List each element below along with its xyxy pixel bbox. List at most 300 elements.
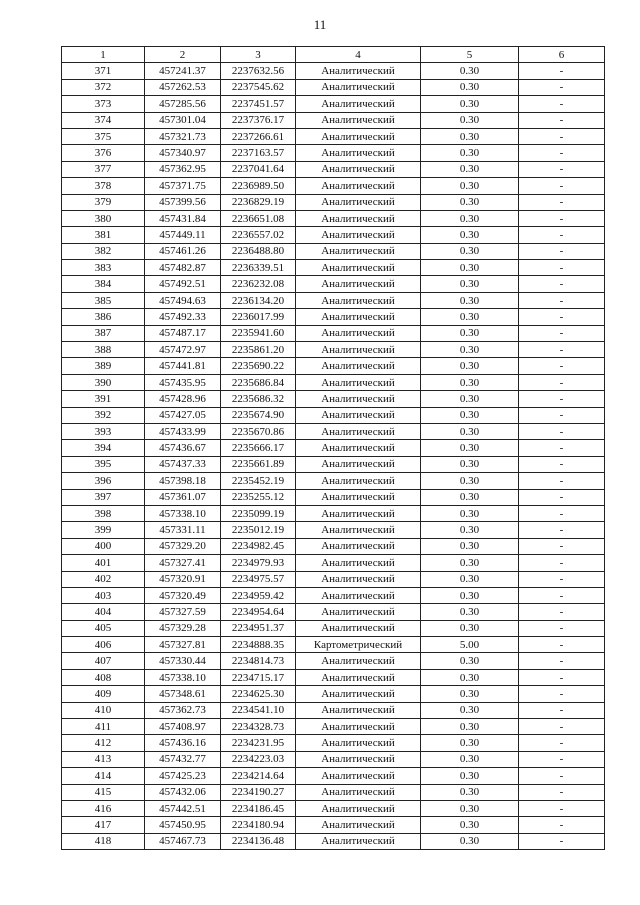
y-coordinate-cell: 2237041.64 <box>221 161 296 177</box>
note-cell: - <box>519 407 605 423</box>
point-number-cell: 396 <box>62 473 145 489</box>
accuracy-cell: 0.30 <box>421 669 519 685</box>
table-row <box>62 702 605 718</box>
accuracy-cell: 0.30 <box>421 79 519 95</box>
accuracy-cell: 0.30 <box>421 817 519 833</box>
point-number-cell: 408 <box>62 669 145 685</box>
note-cell: - <box>519 79 605 95</box>
x-coordinate-cell: 457461.26 <box>145 243 221 259</box>
method-cell: Аналитический <box>296 276 421 292</box>
y-coordinate-cell: 2234715.17 <box>221 669 296 685</box>
method-cell: Аналитический <box>296 128 421 144</box>
point-number-cell: 384 <box>62 276 145 292</box>
method-cell: Аналитический <box>296 112 421 128</box>
table-row <box>62 423 605 439</box>
y-coordinate-cell: 2234541.10 <box>221 702 296 718</box>
method-cell: Картометрический <box>296 637 421 653</box>
x-coordinate-cell: 457301.04 <box>145 112 221 128</box>
method-cell: Аналитический <box>296 374 421 390</box>
y-coordinate-cell: 2237451.57 <box>221 96 296 112</box>
x-coordinate-cell: 457348.61 <box>145 686 221 702</box>
note-cell: - <box>519 178 605 194</box>
method-cell: Аналитический <box>296 161 421 177</box>
accuracy-cell: 0.30 <box>421 342 519 358</box>
x-coordinate-cell: 457327.59 <box>145 604 221 620</box>
note-cell: - <box>519 112 605 128</box>
y-coordinate-cell: 2234979.93 <box>221 555 296 571</box>
note-cell: - <box>519 210 605 226</box>
method-cell: Аналитический <box>296 473 421 489</box>
method-cell: Аналитический <box>296 325 421 341</box>
y-coordinate-cell: 2234136.48 <box>221 833 296 849</box>
y-coordinate-cell: 2234975.57 <box>221 571 296 587</box>
x-coordinate-cell: 457362.73 <box>145 702 221 718</box>
column-header-4: 4 <box>296 47 421 63</box>
table-row <box>62 768 605 784</box>
y-coordinate-cell: 2235666.17 <box>221 440 296 456</box>
accuracy-cell: 0.30 <box>421 260 519 276</box>
accuracy-cell: 0.30 <box>421 276 519 292</box>
method-cell: Аналитический <box>296 309 421 325</box>
accuracy-cell: 0.30 <box>421 63 519 79</box>
note-cell: - <box>519 768 605 784</box>
note-cell: - <box>519 423 605 439</box>
point-number-cell: 412 <box>62 735 145 751</box>
accuracy-cell: 0.30 <box>421 473 519 489</box>
method-cell: Аналитический <box>296 833 421 849</box>
method-cell: Аналитический <box>296 63 421 79</box>
table-row <box>62 79 605 95</box>
note-cell: - <box>519 358 605 374</box>
point-number-cell: 407 <box>62 653 145 669</box>
table-row <box>62 800 605 816</box>
accuracy-cell: 0.30 <box>421 555 519 571</box>
x-coordinate-cell: 457331.11 <box>145 522 221 538</box>
x-coordinate-cell: 457371.75 <box>145 178 221 194</box>
note-cell: - <box>519 751 605 767</box>
column-header-6: 6 <box>519 47 605 63</box>
method-cell: Аналитический <box>296 571 421 587</box>
table-row <box>62 194 605 210</box>
x-coordinate-cell: 457320.49 <box>145 587 221 603</box>
point-number-cell: 397 <box>62 489 145 505</box>
y-coordinate-cell: 2237376.17 <box>221 112 296 128</box>
table-row <box>62 210 605 226</box>
table-header <box>62 47 605 63</box>
point-number-cell: 387 <box>62 325 145 341</box>
method-cell: Аналитический <box>296 620 421 636</box>
table-row <box>62 522 605 538</box>
accuracy-cell: 0.30 <box>421 194 519 210</box>
x-coordinate-cell: 457435.95 <box>145 374 221 390</box>
y-coordinate-cell: 2236017.99 <box>221 309 296 325</box>
note-cell: - <box>519 587 605 603</box>
y-coordinate-cell: 2235690.22 <box>221 358 296 374</box>
note-cell: - <box>519 784 605 800</box>
accuracy-cell: 0.30 <box>421 505 519 521</box>
note-cell: - <box>519 456 605 472</box>
method-cell: Аналитический <box>296 505 421 521</box>
method-cell: Аналитический <box>296 702 421 718</box>
y-coordinate-cell: 2234888.35 <box>221 637 296 653</box>
note-cell: - <box>519 96 605 112</box>
note-cell: - <box>519 473 605 489</box>
table-row <box>62 456 605 472</box>
x-coordinate-cell: 457361.07 <box>145 489 221 505</box>
accuracy-cell: 0.30 <box>421 768 519 784</box>
table-row <box>62 505 605 521</box>
y-coordinate-cell: 2236232.08 <box>221 276 296 292</box>
y-coordinate-cell: 2234951.37 <box>221 620 296 636</box>
note-cell: - <box>519 735 605 751</box>
point-number-cell: 386 <box>62 309 145 325</box>
point-number-cell: 403 <box>62 587 145 603</box>
point-number-cell: 376 <box>62 145 145 161</box>
method-cell: Аналитический <box>296 96 421 112</box>
note-cell: - <box>519 686 605 702</box>
method-cell: Аналитический <box>296 669 421 685</box>
point-number-cell: 398 <box>62 505 145 521</box>
accuracy-cell: 0.30 <box>421 538 519 554</box>
point-number-cell: 416 <box>62 800 145 816</box>
method-cell: Аналитический <box>296 719 421 735</box>
accuracy-cell: 0.30 <box>421 161 519 177</box>
accuracy-cell: 0.30 <box>421 145 519 161</box>
x-coordinate-cell: 457428.96 <box>145 391 221 407</box>
method-cell: Аналитический <box>296 243 421 259</box>
y-coordinate-cell: 2234625.30 <box>221 686 296 702</box>
point-number-cell: 418 <box>62 833 145 849</box>
note-cell: - <box>519 489 605 505</box>
y-coordinate-cell: 2235861.20 <box>221 342 296 358</box>
x-coordinate-cell: 457321.73 <box>145 128 221 144</box>
method-cell: Аналитический <box>296 210 421 226</box>
note-cell: - <box>519 276 605 292</box>
point-number-cell: 373 <box>62 96 145 112</box>
note-cell: - <box>519 653 605 669</box>
point-number-cell: 411 <box>62 719 145 735</box>
point-number-cell: 402 <box>62 571 145 587</box>
point-number-cell: 414 <box>62 768 145 784</box>
header-row <box>62 47 605 63</box>
note-cell: - <box>519 194 605 210</box>
table-row <box>62 96 605 112</box>
method-cell: Аналитический <box>296 555 421 571</box>
table-row <box>62 571 605 587</box>
method-cell: Аналитический <box>296 587 421 603</box>
accuracy-cell: 0.30 <box>421 735 519 751</box>
method-cell: Аналитический <box>296 768 421 784</box>
point-number-cell: 382 <box>62 243 145 259</box>
accuracy-cell: 0.30 <box>421 751 519 767</box>
x-coordinate-cell: 457338.10 <box>145 505 221 521</box>
x-coordinate-cell: 457327.81 <box>145 637 221 653</box>
method-cell: Аналитический <box>296 227 421 243</box>
method-cell: Аналитический <box>296 751 421 767</box>
column-header-3: 3 <box>221 47 296 63</box>
accuracy-cell: 0.30 <box>421 325 519 341</box>
note-cell: - <box>519 161 605 177</box>
accuracy-cell: 0.30 <box>421 391 519 407</box>
x-coordinate-cell: 457492.33 <box>145 309 221 325</box>
method-cell: Аналитический <box>296 522 421 538</box>
note-cell: - <box>519 63 605 79</box>
table-row <box>62 178 605 194</box>
accuracy-cell: 0.30 <box>421 374 519 390</box>
table-row <box>62 587 605 603</box>
table-row <box>62 473 605 489</box>
x-coordinate-cell: 457398.18 <box>145 473 221 489</box>
method-cell: Аналитический <box>296 489 421 505</box>
table-row <box>62 686 605 702</box>
point-number-cell: 380 <box>62 210 145 226</box>
point-number-cell: 410 <box>62 702 145 718</box>
x-coordinate-cell: 457472.97 <box>145 342 221 358</box>
point-number-cell: 385 <box>62 292 145 308</box>
table-row <box>62 112 605 128</box>
table-row <box>62 260 605 276</box>
point-number-cell: 399 <box>62 522 145 538</box>
y-coordinate-cell: 2234231.95 <box>221 735 296 751</box>
point-number-cell: 400 <box>62 538 145 554</box>
accuracy-cell: 0.30 <box>421 178 519 194</box>
note-cell: - <box>519 374 605 390</box>
accuracy-cell: 0.30 <box>421 522 519 538</box>
point-number-cell: 401 <box>62 555 145 571</box>
y-coordinate-cell: 2236339.51 <box>221 260 296 276</box>
table-row <box>62 63 605 79</box>
point-number-cell: 404 <box>62 604 145 620</box>
point-number-cell: 406 <box>62 637 145 653</box>
accuracy-cell: 0.30 <box>421 653 519 669</box>
method-cell: Аналитический <box>296 260 421 276</box>
note-cell: - <box>519 309 605 325</box>
accuracy-cell: 0.30 <box>421 489 519 505</box>
table-row <box>62 620 605 636</box>
y-coordinate-cell: 2236651.08 <box>221 210 296 226</box>
note-cell: - <box>519 440 605 456</box>
point-number-cell: 415 <box>62 784 145 800</box>
y-coordinate-cell: 2237163.57 <box>221 145 296 161</box>
table-row <box>62 719 605 735</box>
y-coordinate-cell: 2235661.89 <box>221 456 296 472</box>
x-coordinate-cell: 457338.10 <box>145 669 221 685</box>
method-cell: Аналитический <box>296 784 421 800</box>
accuracy-cell: 0.30 <box>421 719 519 735</box>
method-cell: Аналитический <box>296 178 421 194</box>
note-cell: - <box>519 538 605 554</box>
accuracy-cell: 0.30 <box>421 800 519 816</box>
note-cell: - <box>519 505 605 521</box>
note-cell: - <box>519 817 605 833</box>
point-number-cell: 375 <box>62 128 145 144</box>
table-row <box>62 342 605 358</box>
note-cell: - <box>519 292 605 308</box>
table-row <box>62 391 605 407</box>
x-coordinate-cell: 457436.67 <box>145 440 221 456</box>
x-coordinate-cell: 457449.11 <box>145 227 221 243</box>
coordinates-table <box>61 46 605 850</box>
method-cell: Аналитический <box>296 292 421 308</box>
y-coordinate-cell: 2235099.19 <box>221 505 296 521</box>
point-number-cell: 390 <box>62 374 145 390</box>
table-row <box>62 538 605 554</box>
y-coordinate-cell: 2235012.19 <box>221 522 296 538</box>
table-row <box>62 374 605 390</box>
point-number-cell: 371 <box>62 63 145 79</box>
y-coordinate-cell: 2234214.64 <box>221 768 296 784</box>
method-cell: Аналитический <box>296 604 421 620</box>
point-number-cell: 388 <box>62 342 145 358</box>
note-cell: - <box>519 145 605 161</box>
page-number: 11 <box>313 17 327 32</box>
x-coordinate-cell: 457482.87 <box>145 260 221 276</box>
table-row <box>62 751 605 767</box>
table-row <box>62 407 605 423</box>
y-coordinate-cell: 2235941.60 <box>221 325 296 341</box>
y-coordinate-cell: 2237632.56 <box>221 63 296 79</box>
x-coordinate-cell: 457433.99 <box>145 423 221 439</box>
point-number-cell: 409 <box>62 686 145 702</box>
x-coordinate-cell: 457362.95 <box>145 161 221 177</box>
x-coordinate-cell: 457487.17 <box>145 325 221 341</box>
accuracy-cell: 0.30 <box>421 309 519 325</box>
method-cell: Аналитический <box>296 456 421 472</box>
point-number-cell: 391 <box>62 391 145 407</box>
x-coordinate-cell: 457432.06 <box>145 784 221 800</box>
x-coordinate-cell: 457285.56 <box>145 96 221 112</box>
note-cell: - <box>519 555 605 571</box>
y-coordinate-cell: 2235452.19 <box>221 473 296 489</box>
accuracy-cell: 0.30 <box>421 686 519 702</box>
note-cell: - <box>519 833 605 849</box>
note-cell: - <box>519 260 605 276</box>
y-coordinate-cell: 2236989.50 <box>221 178 296 194</box>
x-coordinate-cell: 457241.37 <box>145 63 221 79</box>
table-row <box>62 243 605 259</box>
x-coordinate-cell: 457330.44 <box>145 653 221 669</box>
table-row <box>62 128 605 144</box>
method-cell: Аналитический <box>296 342 421 358</box>
point-number-cell: 379 <box>62 194 145 210</box>
y-coordinate-cell: 2234954.64 <box>221 604 296 620</box>
point-number-cell: 413 <box>62 751 145 767</box>
method-cell: Аналитический <box>296 538 421 554</box>
y-coordinate-cell: 2234180.94 <box>221 817 296 833</box>
y-coordinate-cell: 2234186.45 <box>221 800 296 816</box>
note-cell: - <box>519 702 605 718</box>
table-row <box>62 637 605 653</box>
x-coordinate-cell: 457399.56 <box>145 194 221 210</box>
point-number-cell: 378 <box>62 178 145 194</box>
x-coordinate-cell: 457441.81 <box>145 358 221 374</box>
note-cell: - <box>519 669 605 685</box>
y-coordinate-cell: 2236557.02 <box>221 227 296 243</box>
accuracy-cell: 0.30 <box>421 423 519 439</box>
accuracy-cell: 0.30 <box>421 833 519 849</box>
point-number-cell: 392 <box>62 407 145 423</box>
accuracy-cell: 0.30 <box>421 784 519 800</box>
note-cell: - <box>519 800 605 816</box>
table-row <box>62 440 605 456</box>
x-coordinate-cell: 457329.20 <box>145 538 221 554</box>
x-coordinate-cell: 457327.41 <box>145 555 221 571</box>
point-number-cell: 393 <box>62 423 145 439</box>
method-cell: Аналитический <box>296 653 421 669</box>
x-coordinate-cell: 457494.63 <box>145 292 221 308</box>
x-coordinate-cell: 457437.33 <box>145 456 221 472</box>
y-coordinate-cell: 2234328.73 <box>221 719 296 735</box>
point-number-cell: 383 <box>62 260 145 276</box>
x-coordinate-cell: 457450.95 <box>145 817 221 833</box>
x-coordinate-cell: 457262.53 <box>145 79 221 95</box>
accuracy-cell: 0.30 <box>421 440 519 456</box>
table-row <box>62 833 605 849</box>
table-row <box>62 292 605 308</box>
y-coordinate-cell: 2235674.90 <box>221 407 296 423</box>
table-body <box>62 63 605 850</box>
note-cell: - <box>519 637 605 653</box>
x-coordinate-cell: 457467.73 <box>145 833 221 849</box>
point-number-cell: 389 <box>62 358 145 374</box>
table-row <box>62 669 605 685</box>
point-number-cell: 372 <box>62 79 145 95</box>
point-number-cell: 405 <box>62 620 145 636</box>
table-row <box>62 604 605 620</box>
method-cell: Аналитический <box>296 79 421 95</box>
x-coordinate-cell: 457432.77 <box>145 751 221 767</box>
x-coordinate-cell: 457329.28 <box>145 620 221 636</box>
table-row <box>62 555 605 571</box>
method-cell: Аналитический <box>296 391 421 407</box>
x-coordinate-cell: 457492.51 <box>145 276 221 292</box>
y-coordinate-cell: 2234814.73 <box>221 653 296 669</box>
x-coordinate-cell: 457431.84 <box>145 210 221 226</box>
note-cell: - <box>519 522 605 538</box>
x-coordinate-cell: 457320.91 <box>145 571 221 587</box>
point-number-cell: 417 <box>62 817 145 833</box>
table-row <box>62 161 605 177</box>
table-row <box>62 489 605 505</box>
column-header-1: 1 <box>62 47 145 63</box>
table-row <box>62 817 605 833</box>
y-coordinate-cell: 2235686.32 <box>221 391 296 407</box>
note-cell: - <box>519 325 605 341</box>
point-number-cell: 395 <box>62 456 145 472</box>
table-row <box>62 735 605 751</box>
y-coordinate-cell: 2234223.03 <box>221 751 296 767</box>
y-coordinate-cell: 2236134.20 <box>221 292 296 308</box>
x-coordinate-cell: 457442.51 <box>145 800 221 816</box>
accuracy-cell: 0.30 <box>421 128 519 144</box>
note-cell: - <box>519 227 605 243</box>
accuracy-cell: 0.30 <box>421 358 519 374</box>
table-row <box>62 325 605 341</box>
accuracy-cell: 0.30 <box>421 571 519 587</box>
method-cell: Аналитический <box>296 358 421 374</box>
y-coordinate-cell: 2234982.45 <box>221 538 296 554</box>
accuracy-cell: 0.30 <box>421 702 519 718</box>
method-cell: Аналитический <box>296 407 421 423</box>
x-coordinate-cell: 457436.16 <box>145 735 221 751</box>
accuracy-cell: 0.30 <box>421 407 519 423</box>
x-coordinate-cell: 457425.23 <box>145 768 221 784</box>
accuracy-cell: 0.30 <box>421 112 519 128</box>
accuracy-cell: 5.00 <box>421 637 519 653</box>
accuracy-cell: 0.30 <box>421 96 519 112</box>
method-cell: Аналитический <box>296 735 421 751</box>
method-cell: Аналитический <box>296 686 421 702</box>
